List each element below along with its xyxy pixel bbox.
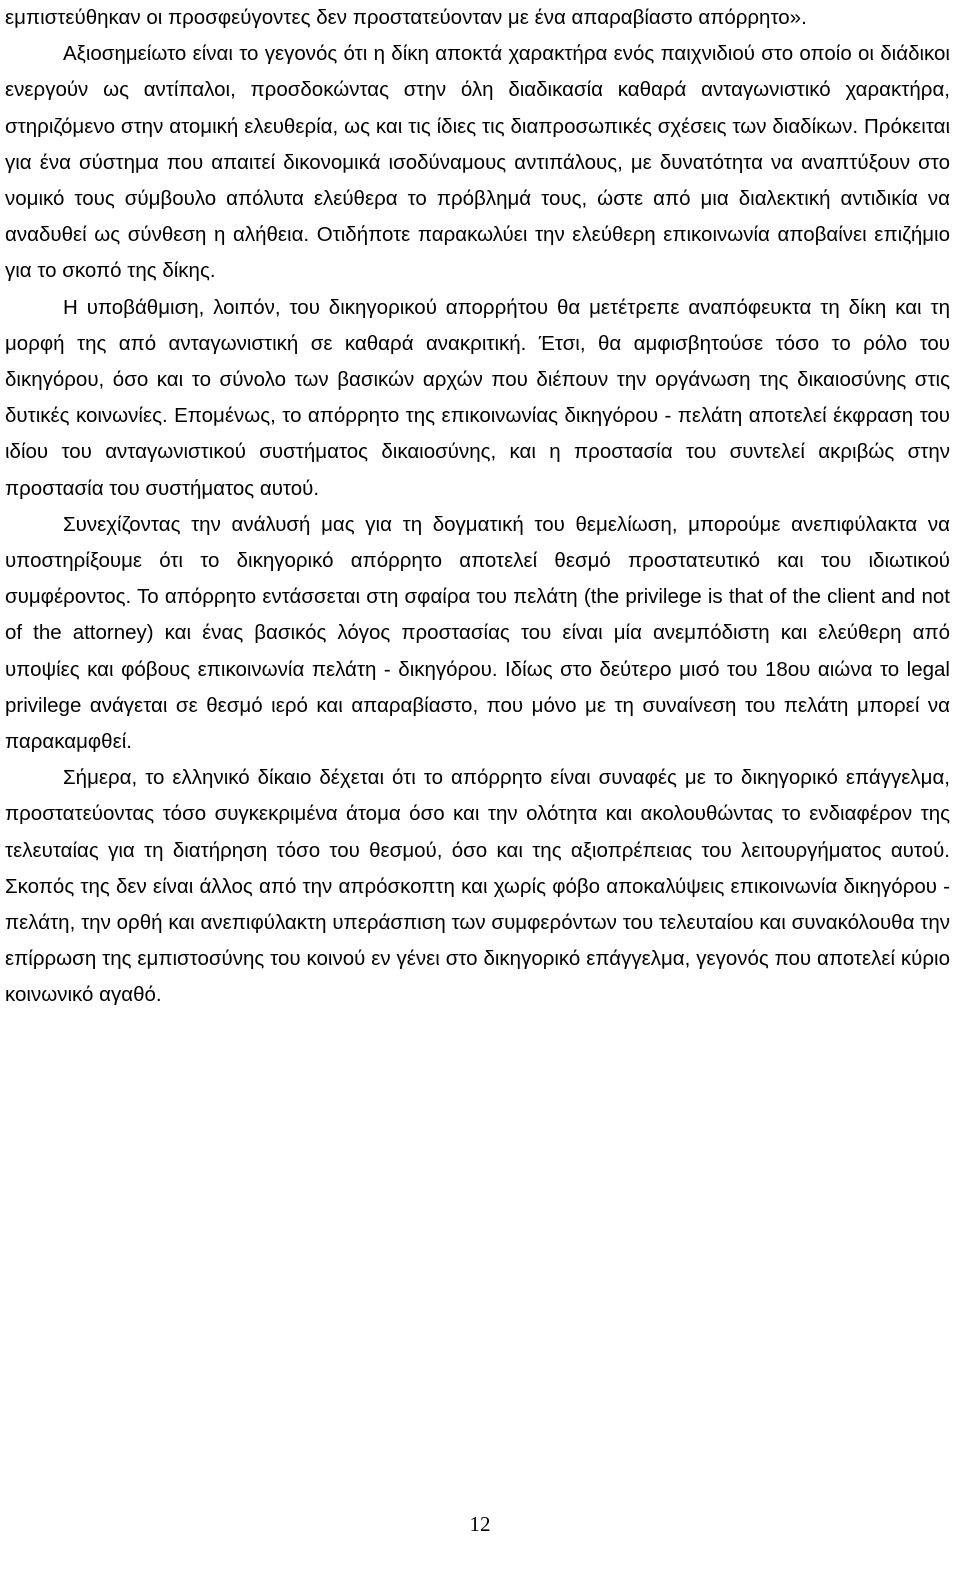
page-number: 12: [469, 1512, 491, 1536]
paragraph-2: Αξιοσημείωτο είναι το γεγονός ότι η δίκη αποκτά χαρακτήρα ενός παιχνιδιού στο οποίο οι διάδικοι ενεργούν ως αντίπαλοι, προσδοκώντας στην όλη διαδικασία καθαρά ανταγωνιστικό χαρακτήρα, στηριζόμενο στην ατομική ελευθερία, ως και τις ίδιες τις διαπροσωπικές σχέσεις των διαδίκων. Πρόκειται για ένα σύστημα που απαιτεί δικονομικά ισοδύναμους αντιπάλους, με δυνατότητα να αναπτύξουν στο νομικό τους σύμβουλο απόλυτα ελεύθερα το πρόβλημά τους, ώστε από μια διαλεκτική αντιδικία να αναδυθεί ως σύνθεση η αλήθεια. Οτιδήποτε παρακωλύει την ελεύθερη επικοινωνία αποβαίνει επιζήμιο για το σκοπό της δίκης.: [5, 42, 950, 283]
paragraph-3: Η υποβάθμιση, λοιπόν, του δικηγορικού απορρήτου θα μετέτρεπε αναπόφευκτα τη δίκη και τη μορφή της από ανταγωνιστική σε καθαρά ανακριτική. Έτσι, θα αμφισβητούσε τόσο το ρόλο του δικηγόρου, όσο και το σύνολο των βασικών αρχών που διέπουν την οργάνωση της δικαιοσύνης στις δυτικές κοινωνίες. Επομένως, το απόρρητο της επικοινωνίας δικηγόρου - πελάτη αποτελεί έκφραση του ιδίου του ανταγωνιστικού συστήματος δικαιοσύνης, και η προστασία του συντελεί ακριβώς στην προστασία του συστήματος αυτού.: [5, 295, 950, 500]
paragraph-5: Σήμερα, το ελληνικό δίκαιο δέχεται ότι το απόρρητο είναι συναφές με το δικηγορικό επάγγελμα, προστατεύοντας τόσο συγκεκριμένα άτομα όσο και την ολότητα και ακολουθώντας το ενδιαφέρον της τελευταίας για τη διατήρηση τόσο του θεσμού, όσο και της αξιοπρέπειας του λειτουργήματος αυτού. Σκοπός της δεν είναι άλλος από την απρόσκοπτη και χωρίς φόβο αποκαλύψεις επικοινωνία δικηγόρου - πελάτη, την ορθή και ανεπιφύλακτη υπεράσπιση των συμφερόντων του τελευταίου και συνακόλουθα την επίρρωση της εμπιστοσύνης του κοινού εν γένει στο δικηγορικό επάγγελμα, γεγονός που αποτελεί κύριο κοινωνικό αγαθό.: [5, 766, 950, 1007]
paragraph-4: Συνεχίζοντας την ανάλυσή μας για τη δογματική του θεμελίωση, μπορούμε ανεπιφύλακτα να υποστηρίξουμε ότι το δικηγορικό απόρρητο αποτελεί θεσμό προστατευτικό και του ιδιωτικού συμφέροντος. Το απόρρητο εντάσσεται στη σφαίρα του πελάτη (the privilege is that of the client and not of the attorney) και ένας βασικός λόγος προστασίας του είναι μία ανεμπόδιστη και ελεύθερη από υποψίες και φόβους επικοινωνία πελάτη - δικηγόρου. Ιδίως στο δεύτερο μισό του 18ου αιώνα το legal privilege ανάγεται σε θεσμό ιερό και απαραβίαστο, που μόνο με τη συναίνεση του πελάτη μπορεί να παρακαμφθεί.: [5, 512, 950, 754]
paragraph-1: εμπιστεύθηκαν οι προσφεύγοντες δεν προστατεύονταν με ένα απαραβίαστο απόρρητο».: [5, 6, 807, 29]
document-page: [5, 0, 950, 1014]
